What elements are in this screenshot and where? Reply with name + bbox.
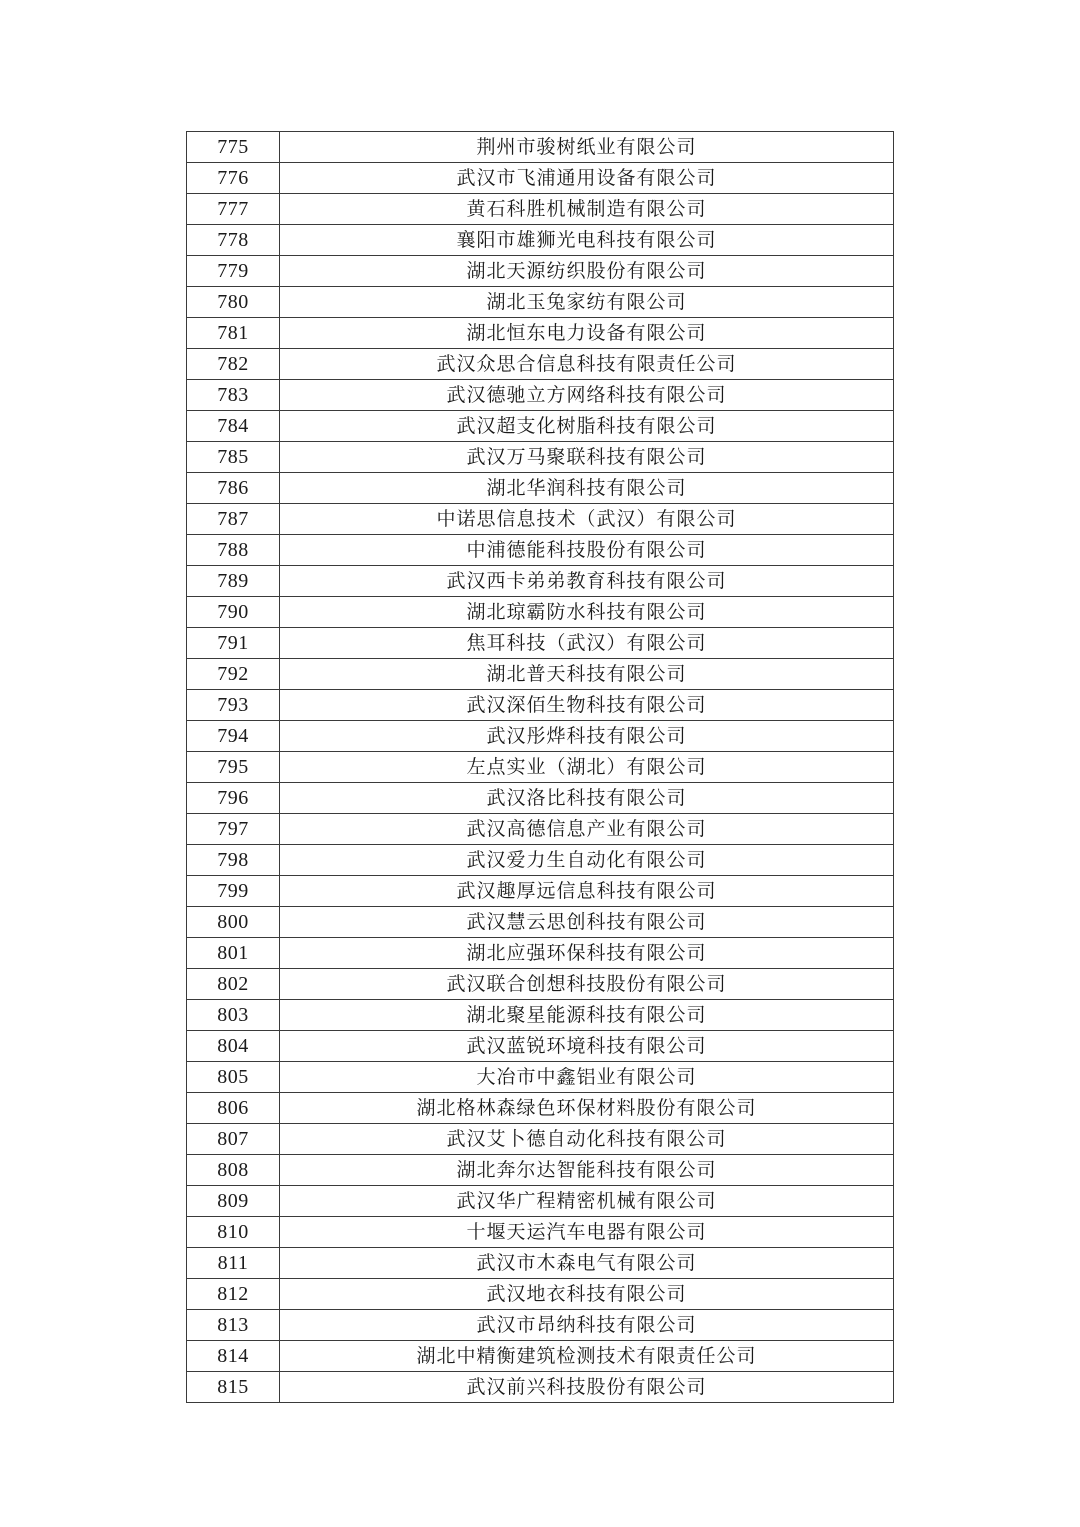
table-row	[187, 876, 894, 907]
table-row	[187, 690, 894, 721]
company-name-cell: 湖北聚星能源科技有限公司	[280, 1000, 894, 1031]
table-row	[187, 597, 894, 628]
row-number-cell: 789	[187, 566, 280, 597]
table-row	[187, 163, 894, 194]
company-name-cell: 湖北应强环保科技有限公司	[280, 938, 894, 969]
row-number-cell: 814	[187, 1341, 280, 1372]
table-row	[187, 1124, 894, 1155]
table-row	[187, 845, 894, 876]
row-number-cell: 811	[187, 1248, 280, 1279]
table-row	[187, 442, 894, 473]
table-row	[187, 1310, 894, 1341]
row-number-cell: 809	[187, 1186, 280, 1217]
row-number-cell: 780	[187, 287, 280, 318]
table-row	[187, 814, 894, 845]
row-number-cell: 792	[187, 659, 280, 690]
row-number-cell: 787	[187, 504, 280, 535]
row-number-cell: 775	[187, 132, 280, 163]
company-name-cell: 武汉洛比科技有限公司	[280, 783, 894, 814]
row-number-cell: 802	[187, 969, 280, 1000]
company-name-cell: 中浦德能科技股份有限公司	[280, 535, 894, 566]
company-name-cell: 武汉华广程精密机械有限公司	[280, 1186, 894, 1217]
table-row	[187, 318, 894, 349]
row-number-cell: 815	[187, 1372, 280, 1403]
company-name-cell: 湖北普天科技有限公司	[280, 659, 894, 690]
row-number-cell: 793	[187, 690, 280, 721]
company-name-cell: 武汉趣厚远信息科技有限公司	[280, 876, 894, 907]
company-name-cell: 湖北琼霸防水科技有限公司	[280, 597, 894, 628]
company-name-cell: 焦耳科技（武汉）有限公司	[280, 628, 894, 659]
table-row	[187, 380, 894, 411]
table-row	[187, 1279, 894, 1310]
company-name-cell: 武汉前兴科技股份有限公司	[280, 1372, 894, 1403]
table-row	[187, 659, 894, 690]
row-number-cell: 798	[187, 845, 280, 876]
table-row	[187, 256, 894, 287]
company-name-cell: 武汉地衣科技有限公司	[280, 1279, 894, 1310]
company-name-cell: 湖北华润科技有限公司	[280, 473, 894, 504]
table-row	[187, 1341, 894, 1372]
company-name-cell: 湖北天源纺织股份有限公司	[280, 256, 894, 287]
company-name-cell: 武汉高德信息产业有限公司	[280, 814, 894, 845]
table-row	[187, 907, 894, 938]
row-number-cell: 810	[187, 1217, 280, 1248]
table-row	[187, 473, 894, 504]
row-number-cell: 796	[187, 783, 280, 814]
company-name-cell: 武汉蓝锐环境科技有限公司	[280, 1031, 894, 1062]
row-number-cell: 801	[187, 938, 280, 969]
table-row	[187, 1372, 894, 1403]
company-name-cell: 武汉艾卜德自动化科技有限公司	[280, 1124, 894, 1155]
table-row	[187, 225, 894, 256]
table-row	[187, 194, 894, 225]
row-number-cell: 803	[187, 1000, 280, 1031]
table-row	[187, 566, 894, 597]
table-row	[187, 287, 894, 318]
table-row	[187, 535, 894, 566]
row-number-cell: 785	[187, 442, 280, 473]
row-number-cell: 799	[187, 876, 280, 907]
table-row	[187, 1155, 894, 1186]
row-number-cell: 791	[187, 628, 280, 659]
row-number-cell: 808	[187, 1155, 280, 1186]
row-number-cell: 786	[187, 473, 280, 504]
table-row	[187, 132, 894, 163]
row-number-cell: 797	[187, 814, 280, 845]
table-row	[187, 938, 894, 969]
row-number-cell: 784	[187, 411, 280, 442]
row-number-cell: 807	[187, 1124, 280, 1155]
company-name-cell: 荆州市骏树纸业有限公司	[280, 132, 894, 163]
company-name-cell: 襄阳市雄狮光电科技有限公司	[280, 225, 894, 256]
company-name-cell: 武汉市木森电气有限公司	[280, 1248, 894, 1279]
table-row	[187, 1186, 894, 1217]
table-row	[187, 721, 894, 752]
company-name-cell: 武汉德驰立方网络科技有限公司	[280, 380, 894, 411]
table-row	[187, 783, 894, 814]
row-number-cell: 794	[187, 721, 280, 752]
table-row	[187, 1062, 894, 1093]
row-number-cell: 806	[187, 1093, 280, 1124]
row-number-cell: 776	[187, 163, 280, 194]
table-row	[187, 411, 894, 442]
company-name-cell: 左点实业（湖北）有限公司	[280, 752, 894, 783]
row-number-cell: 812	[187, 1279, 280, 1310]
company-name-cell: 湖北恒东电力设备有限公司	[280, 318, 894, 349]
company-name-cell: 湖北中精衡建筑检测技术有限责任公司	[280, 1341, 894, 1372]
table-row	[187, 752, 894, 783]
row-number-cell: 813	[187, 1310, 280, 1341]
company-name-cell: 武汉深佰生物科技有限公司	[280, 690, 894, 721]
company-name-cell: 武汉万马聚联科技有限公司	[280, 442, 894, 473]
table-row	[187, 1031, 894, 1062]
row-number-cell: 781	[187, 318, 280, 349]
company-name-cell: 武汉慧云思创科技有限公司	[280, 907, 894, 938]
row-number-cell: 795	[187, 752, 280, 783]
company-name-cell: 武汉众思合信息科技有限责任公司	[280, 349, 894, 380]
table-row	[187, 504, 894, 535]
table-row	[187, 1093, 894, 1124]
company-name-cell: 武汉联合创想科技股份有限公司	[280, 969, 894, 1000]
row-number-cell: 804	[187, 1031, 280, 1062]
row-number-cell: 790	[187, 597, 280, 628]
table-row	[187, 1000, 894, 1031]
table-row	[187, 628, 894, 659]
company-name-cell: 黄石科胜机械制造有限公司	[280, 194, 894, 225]
company-name-cell: 中诺思信息技术（武汉）有限公司	[280, 504, 894, 535]
company-name-cell: 武汉市昂纳科技有限公司	[280, 1310, 894, 1341]
company-list-table	[186, 131, 894, 1403]
row-number-cell: 788	[187, 535, 280, 566]
row-number-cell: 805	[187, 1062, 280, 1093]
company-list-body	[187, 132, 894, 1403]
table-row	[187, 1217, 894, 1248]
company-name-cell: 十堰天运汽车电器有限公司	[280, 1217, 894, 1248]
company-name-cell: 湖北玉兔家纺有限公司	[280, 287, 894, 318]
row-number-cell: 778	[187, 225, 280, 256]
row-number-cell: 779	[187, 256, 280, 287]
table-row	[187, 969, 894, 1000]
company-name-cell: 武汉市飞浦通用设备有限公司	[280, 163, 894, 194]
company-name-cell: 大冶市中鑫铝业有限公司	[280, 1062, 894, 1093]
company-name-cell: 武汉超支化树脂科技有限公司	[280, 411, 894, 442]
row-number-cell: 800	[187, 907, 280, 938]
company-name-cell: 湖北奔尔达智能科技有限公司	[280, 1155, 894, 1186]
company-name-cell: 武汉西卡弟弟教育科技有限公司	[280, 566, 894, 597]
row-number-cell: 777	[187, 194, 280, 225]
row-number-cell: 782	[187, 349, 280, 380]
company-name-cell: 武汉爱力生自动化有限公司	[280, 845, 894, 876]
company-name-cell: 武汉彤烨科技有限公司	[280, 721, 894, 752]
table-row	[187, 349, 894, 380]
row-number-cell: 783	[187, 380, 280, 411]
company-name-cell: 湖北格林森绿色环保材料股份有限公司	[280, 1093, 894, 1124]
table-row	[187, 1248, 894, 1279]
